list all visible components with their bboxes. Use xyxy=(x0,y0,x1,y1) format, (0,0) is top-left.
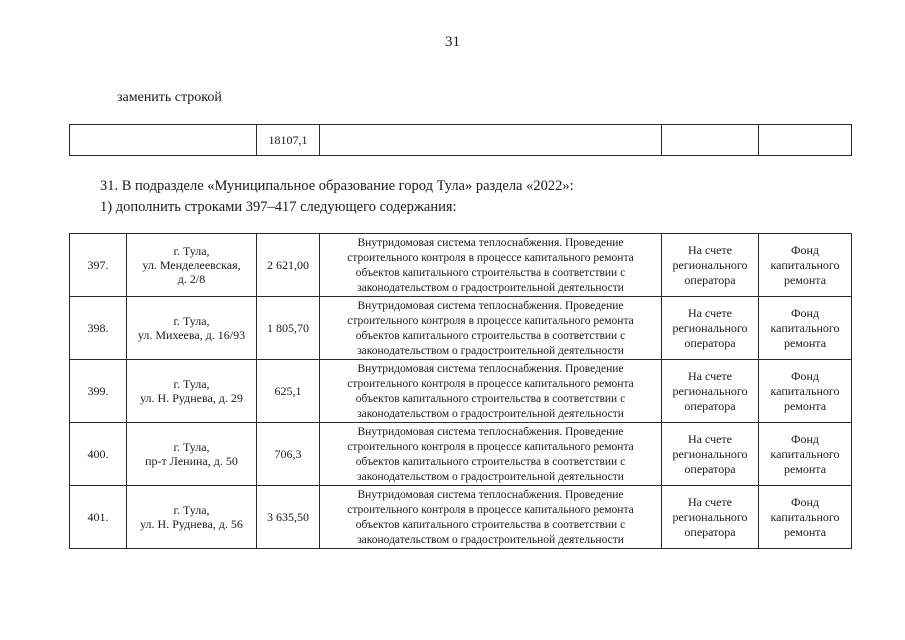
row-fund xyxy=(759,297,852,360)
row-address xyxy=(127,423,257,486)
fund-line: Фонд xyxy=(790,305,819,320)
source-line: На счете xyxy=(687,242,732,257)
row-fund xyxy=(759,423,852,486)
description-line: объектов капитального строительства в соответствии с xyxy=(355,267,626,279)
address-line: д. 2/8 xyxy=(177,272,206,286)
source-line: На счете xyxy=(687,305,732,320)
fund-line: ремонта xyxy=(783,524,827,539)
row-fund xyxy=(759,360,852,423)
row-source xyxy=(662,360,759,423)
fund-line: капитального xyxy=(770,257,840,272)
row-address xyxy=(127,297,257,360)
row-sum: 706,3 xyxy=(257,423,320,486)
row-sum: 1 805,70 xyxy=(257,297,320,360)
row-description xyxy=(320,486,662,549)
subsection-heading: 1) дополнить строками 397–417 следующего содержания: xyxy=(100,199,457,215)
address-line: ул. Н. Руднева, д. 56 xyxy=(140,517,243,531)
table-row xyxy=(70,234,852,297)
address-line: ул. Михеева, д. 16/93 xyxy=(137,328,246,342)
row-number: 398. xyxy=(70,297,127,360)
address-line: г. Тула, xyxy=(173,244,210,258)
source-line: оператора xyxy=(684,461,736,476)
address-line: г. Тула, xyxy=(173,377,210,391)
fund-line: Фонд xyxy=(790,431,819,446)
description-line: объектов капитального строительства в соответствии с xyxy=(355,330,626,342)
description-line: объектов капитального строительства в соответствии с xyxy=(355,393,626,405)
source-line: регионального xyxy=(672,320,748,335)
address-line: ул. Менделеевская, xyxy=(142,258,241,272)
fund-line: ремонта xyxy=(783,272,827,287)
row-source xyxy=(662,486,759,549)
section-heading: 31. В подразделе «Муниципальное образование город Тула» раздела «2022»: xyxy=(100,178,574,194)
description-line: строительного контроля в процессе капитального ремонта xyxy=(347,252,634,264)
source-line: регионального xyxy=(672,446,748,461)
description-line: строительного контроля в процессе капитального ремонта xyxy=(347,504,634,516)
row-source xyxy=(662,423,759,486)
description-line: Внутридомовая система теплоснабжения. Проведение xyxy=(357,237,624,249)
fund-line: капитального xyxy=(770,446,840,461)
fund-line: капитального xyxy=(770,383,840,398)
replacement-cell-description xyxy=(320,125,662,156)
description-line: Внутридомовая система теплоснабжения. Проведение xyxy=(357,363,624,375)
row-source xyxy=(662,297,759,360)
description-line: законодательством о градостроительной деятельности xyxy=(357,282,624,294)
row-number: 397. xyxy=(70,234,127,297)
source-line: оператора xyxy=(684,335,736,350)
table-row xyxy=(70,486,852,549)
table-row xyxy=(70,297,852,360)
description-line: законодательством о градостроительной деятельности xyxy=(357,408,624,420)
description-line: законодательством о градостроительной деятельности xyxy=(357,345,624,357)
description-line: Внутридомовая система теплоснабжения. Проведение xyxy=(357,489,624,501)
table-row xyxy=(70,423,852,486)
replace-instruction: заменить строкой xyxy=(117,90,222,105)
address-line: ул. Н. Руднева, д. 29 xyxy=(140,391,243,405)
fund-line: капитального xyxy=(770,509,840,524)
source-line: На счете xyxy=(687,494,732,509)
description-line: Внутридомовая система теплоснабжения. Проведение xyxy=(357,426,624,438)
row-address xyxy=(127,360,257,423)
fund-line: Фонд xyxy=(790,494,819,509)
row-sum: 3 635,50 xyxy=(257,486,320,549)
page-number: 31 xyxy=(445,34,460,50)
row-number: 399. xyxy=(70,360,127,423)
row-sum: 625,1 xyxy=(257,360,320,423)
replacement-cell-address xyxy=(70,125,257,156)
description-line: строительного контроля в процессе капитального ремонта xyxy=(347,315,634,327)
fund-line: Фонд xyxy=(790,242,819,257)
address-line: г. Тула, xyxy=(173,440,210,454)
addition-table xyxy=(69,233,852,549)
row-address xyxy=(127,234,257,297)
source-line: На счете xyxy=(687,431,732,446)
row-number: 401. xyxy=(70,486,127,549)
address-line: пр-т Ленина, д. 50 xyxy=(145,454,238,468)
row-description xyxy=(320,423,662,486)
fund-line: Фонд xyxy=(790,368,819,383)
fund-line: капитального xyxy=(770,320,840,335)
source-line: регионального xyxy=(672,257,748,272)
description-line: законодательством о градостроительной деятельности xyxy=(357,471,624,483)
row-number: 400. xyxy=(70,423,127,486)
fund-line: ремонта xyxy=(783,335,827,350)
description-line: объектов капитального строительства в соответствии с xyxy=(355,456,626,468)
source-line: регионального xyxy=(672,383,748,398)
row-sum: 2 621,00 xyxy=(257,234,320,297)
row-description xyxy=(320,297,662,360)
row-description xyxy=(320,234,662,297)
address-line: г. Тула, xyxy=(173,503,210,517)
replacement-cell-source xyxy=(662,125,759,156)
row-address xyxy=(127,486,257,549)
address-line: г. Тула, xyxy=(173,314,210,328)
source-line: На счете xyxy=(687,368,732,383)
description-line: Внутридомовая система теплоснабжения. Проведение xyxy=(357,300,624,312)
source-line: оператора xyxy=(684,524,736,539)
replacement-table xyxy=(69,124,852,156)
description-line: законодательством о градостроительной деятельности xyxy=(357,534,624,546)
row-source xyxy=(662,234,759,297)
table-row xyxy=(70,360,852,423)
description-line: строительного контроля в процессе капитального ремонта xyxy=(347,378,634,390)
source-line: регионального xyxy=(672,509,748,524)
row-fund xyxy=(759,486,852,549)
fund-line: ремонта xyxy=(783,398,827,413)
source-line: оператора xyxy=(684,398,736,413)
replacement-sum: 18107,1 xyxy=(257,125,320,156)
replacement-row xyxy=(70,125,852,156)
description-line: строительного контроля в процессе капитального ремонта xyxy=(347,441,634,453)
row-fund xyxy=(759,234,852,297)
description-line: объектов капитального строительства в соответствии с xyxy=(355,519,626,531)
replacement-cell-fund xyxy=(759,125,852,156)
source-line: оператора xyxy=(684,272,736,287)
fund-line: ремонта xyxy=(783,461,827,476)
row-description xyxy=(320,360,662,423)
